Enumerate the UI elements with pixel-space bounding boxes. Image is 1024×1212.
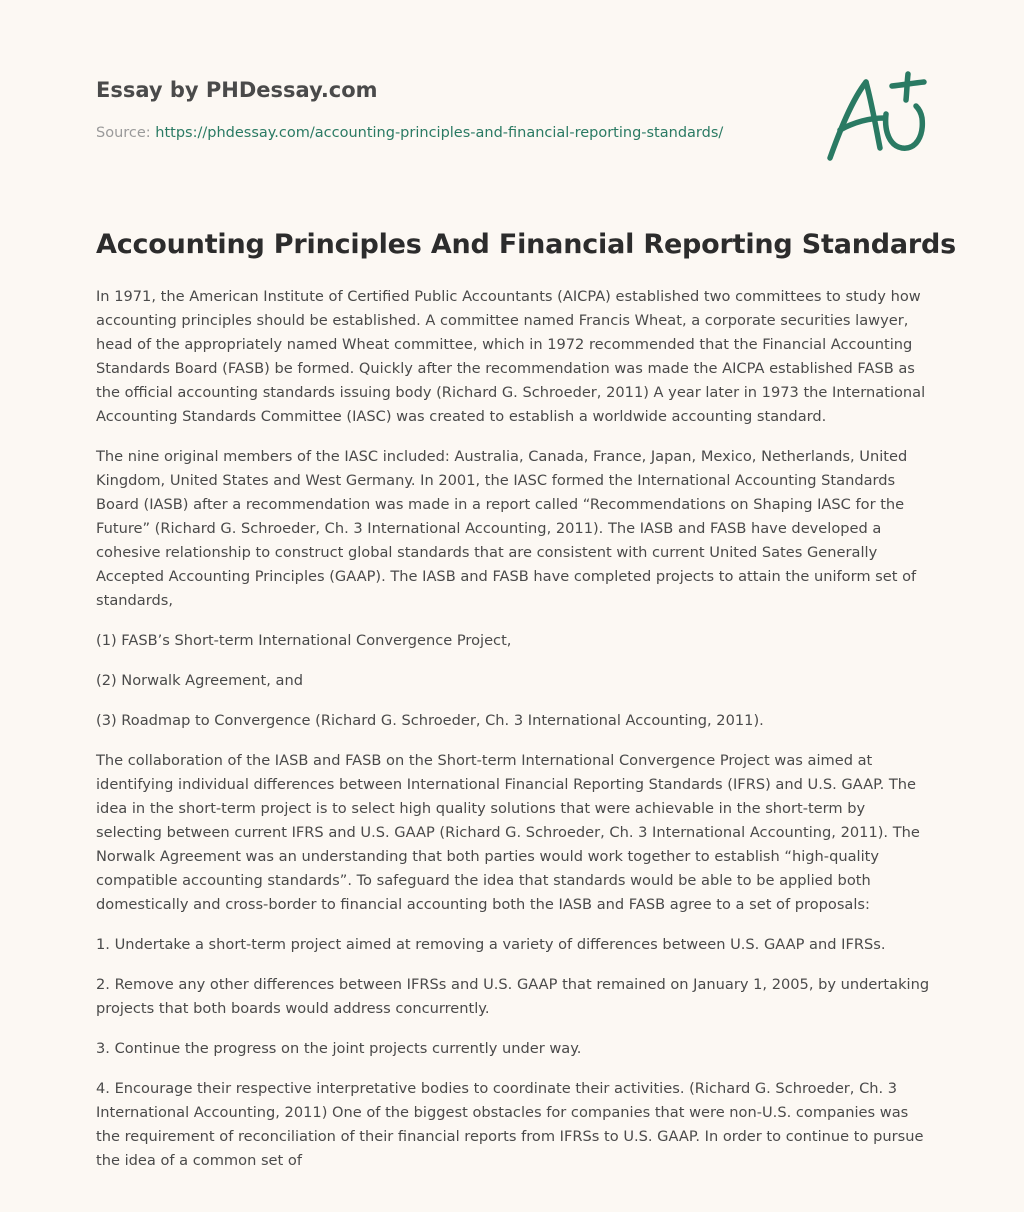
list-item: 4. Encourage their respective interpretative bodies to coordinate their activities. (Richard G. Schroeder, Ch. 3 International Accounting, 2011) One of the biggest obstacles for companies that were non-U.S. companies was the requirement of reconciliation of their financial reports from IFRSs to U.S. GAAP. In order to continue to pursue the idea of a common set of (96, 1080, 924, 1169)
paragraph: The collaboration of the IASB and FASB on the Short-term International Convergence Project was aimed at identifying individual differences between International Financial Reporting Standards (IFRS) and U.S. GAAP. The idea in the short-term project is to select high quality solutions that were achievable in the short-term by selecting between current IFRS and U.S. GAAP (Richard G. Schroeder, Ch. 3 International Accounting, 2011). The Norwalk Agreement was an understanding that both parties would work together to establish “high-quality compatible accounting standards”. To safeguard the idea that standards would be able to be applied both domestically and cross-border to financial accounting both the IASB and FASB agree to a set of proposals: (96, 752, 920, 913)
source-label: Source: (96, 125, 151, 141)
list-item: (3) Roadmap to Convergence (Richard G. Schroeder, Ch. 3 International Accounting, 2011). (96, 712, 764, 729)
source-link[interactable]: https://phdessay.com/accounting-principles-and-financial-reporting-standards/ (155, 125, 724, 141)
list-item: 1. Undertake a short-term project aimed at removing a variety of differences between U.S. GAAP and IFRSs. (96, 936, 886, 953)
site-title: Essay by PHDessay.com (96, 78, 378, 102)
paragraph: In 1971, the American Institute of Certified Public Accountants (AICPA) established two committees to study how accounting principles should be established. A committee named Francis Wheat, a corporate securities lawyer, head of the appropriately named Wheat committee, which in 1972 recommended that the Financial Accounting Standards Board (FASB) be formed. Quickly after the recommendation was made the AICPA established FASB as the official accounting standards issuing body (Richard G. Schroeder, 2011) A year later in 1973 the International Accounting Standards Committee (IASC) was created to establish a worldwide accounting standard. (96, 288, 926, 425)
source-line (96, 123, 723, 143)
list-item: (1) FASB’s Short-term International Convergence Project, (96, 632, 512, 649)
a-plus-grade-icon (820, 68, 930, 164)
essay-body (96, 285, 932, 1189)
paragraph: The nine original members of the IASC included: Australia, Canada, France, Japan, Mexico, Netherlands, United Kingdom, United States and West Germany. In 2001, the IASC formed the International Accounting Standards Board (IASB) after a recommendation was made in a report called “Recommendations on Shaping IASC for the Future” (Richard G. Schroeder, Ch. 3 International Accounting, 2011). The IASB and FASB have developed a cohesive relationship to construct global standards that are consistent with current United Sates Generally Accepted Accounting Principles (GAAP). The IASB and FASB have completed projects to attain the uniform set of standards, (96, 448, 917, 609)
essay-title: Accounting Principles And Financial Reporting Standards (96, 229, 957, 260)
list-item: (2) Norwalk Agreement, and (96, 672, 303, 689)
list-item: 3. Continue the progress on the joint projects currently under way. (96, 1040, 582, 1057)
list-item: 2. Remove any other differences between IFRSs and U.S. GAAP that remained on January 1, 2005, by undertaking projects that both boards would address concurrently. (96, 976, 930, 1017)
